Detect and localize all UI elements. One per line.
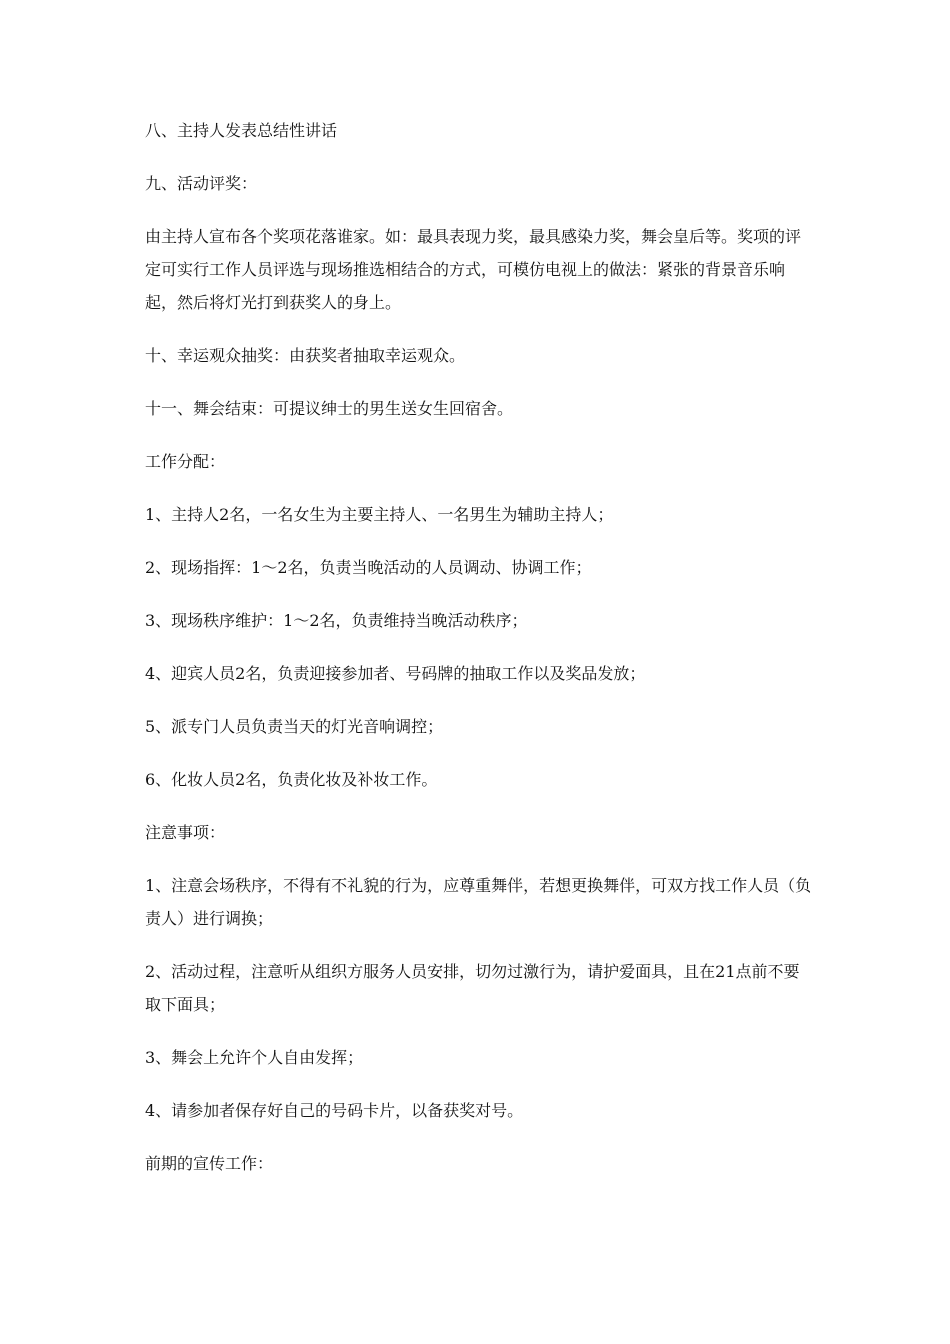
note-item-2: 2、活动过程，注意听从组织方服务人员安排，切勿过激行为，请护爱面具，且在21点前不要取下面具； <box>145 962 800 1014</box>
work-item-5: 5、派专门人员负责当天的灯光音响调控； <box>145 717 444 736</box>
award-description-paragraph: 由主持人宣布各个奖项花落谁家。如：最具表现力奖，最具感染力奖，舞会皇后等。奖项的评定可实行工作人员评选与现场推选相结合的方式，可模仿电视上的做法：紧张的背景音乐响起，然后将灯光打到获奖人的身上。 <box>145 227 802 312</box>
work-item-4: 4、迎宾人员2名，负责迎接参加者、号码牌的抽取工作以及奖品发放； <box>145 664 646 683</box>
work-item-6: 6、化妆人员2名，负责化妆及补妆工作。 <box>145 770 438 789</box>
section-8-heading: 八、主持人发表总结性讲话 <box>145 121 338 140</box>
work-item-2: 2、现场指挥：1～2名，负责当晚活动的人员调动、协调工作； <box>145 558 592 577</box>
work-item-3: 3、现场秩序维护：1～2名，负责维持当晚活动秩序； <box>145 611 528 630</box>
document-body <box>145 114 815 1180</box>
work-assignment-heading: 工作分配： <box>145 452 226 471</box>
note-item-1: 1、注意会场秩序，不得有不礼貌的行为，应尊重舞伴，若想更换舞伴，可双方找工作人员（负责人）进行调换； <box>145 876 812 928</box>
publicity-heading: 前期的宣传工作： <box>145 1154 274 1173</box>
section-10-heading: 十、幸运观众抽奖：由获奖者抽取幸运观众。 <box>145 346 466 365</box>
note-item-3: 3、舞会上允许个人自由发挥； <box>145 1048 364 1067</box>
notes-heading: 注意事项： <box>145 823 226 842</box>
section-11-heading: 十一、舞会结束：可提议绅士的男生送女生回宿舍。 <box>145 399 514 418</box>
section-9-heading: 九、活动评奖： <box>145 174 258 193</box>
note-item-4: 4、请参加者保存好自己的号码卡片，以备获奖对号。 <box>145 1101 524 1120</box>
work-item-1: 1、主持人2名，一名女生为主要主持人、一名男生为辅助主持人； <box>145 505 614 524</box>
